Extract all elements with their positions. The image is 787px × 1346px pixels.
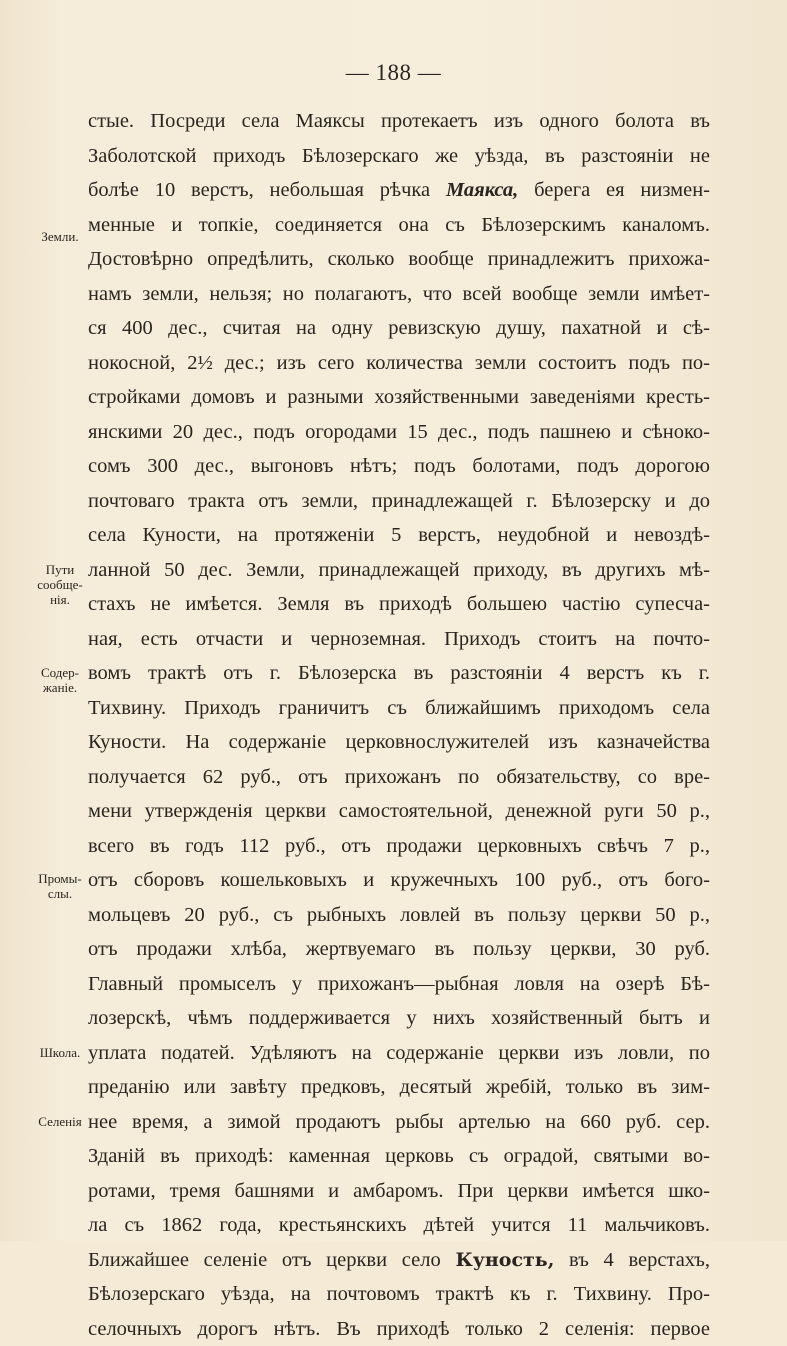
text-line: отъ сборовъ кошельковыхъ и кружечныхъ 100 руб., отъ бого-: [88, 863, 710, 898]
text-line: мени утвержденія церкви самостоятельной, денежной руги 50 р.,: [88, 794, 710, 829]
text-line: лозерскѣ, чѣмъ поддерживается у нихъ хозяйственный бытъ и: [88, 1001, 710, 1036]
text-line: всего въ годъ 112 руб., отъ продажи церковныхъ свѣчъ 7 р.,: [88, 829, 710, 864]
text-line: отъ продажи хлѣба, жертвуемаго въ пользу церкви, 30 руб.: [88, 932, 710, 967]
text-line: нокосной, 2½ дес.; изъ сего количества земли состоитъ подъ по-: [88, 346, 710, 381]
text-line: намъ земли, нельзя; но полагаютъ, что всей вообще земли имѣет-: [88, 277, 710, 312]
text-line: болѣе 10 верстъ, небольшая рѣчка Маякса, берега ея низмен-: [88, 173, 710, 208]
text-line: Главный промыселъ у прихожанъ—рыбная ловля на озерѣ Бѣ-: [88, 967, 710, 1002]
text-line: ся 400 дес., считая на одну ревизскую душу, пахатной и сѣ-: [88, 311, 710, 346]
body-text: [88, 104, 710, 1346]
text-line: ла съ 1862 года, крестьянскихъ дѣтей учится 11 мальчиковъ.: [88, 1208, 710, 1243]
text-line: селочныхъ дорогъ нѣтъ. Въ приходѣ только 2 селенія: первое: [88, 1312, 710, 1346]
text-line: ная, есть отчасти и черноземная. Приходъ стоитъ на почто-: [88, 622, 710, 657]
text-line: Ближайшее селеніе отъ церкви село Куность, въ 4 верстахъ,: [88, 1243, 710, 1278]
text-line: стройками домовъ и разными хозяйственными заведеніями кресть-: [88, 380, 710, 415]
text-line: уплата податей. Удѣляютъ на содержаніе церкви изъ ловли, по: [88, 1036, 710, 1071]
text-line: вомъ трактѣ отъ г. Бѣлозерска въ разстояніи 4 верстъ къ г.: [88, 656, 710, 691]
margin-note-shkola: Школа.: [30, 1045, 90, 1060]
text-line: Бѣлозерскаго уѣзда, на почтовомъ трактѣ къ г. Тихвину. Про-: [88, 1277, 710, 1312]
page-number: — 188 —: [0, 60, 787, 86]
margin-note-soderzhanie: Содер-жаніе.: [30, 665, 90, 695]
text-line: Зданій въ приходѣ: каменная церковь съ оградой, святыми во-: [88, 1139, 710, 1174]
text-line: сомъ 300 дес., выгоновъ нѣтъ; подъ болотами, подъ дорогою: [88, 449, 710, 484]
text-line: села Куности, на протяженіи 5 верстъ, неудобной и невоздѣ-: [88, 518, 710, 553]
margin-note-zemli: Земли.: [30, 229, 90, 244]
text-line: ланной 50 дес. Земли, принадлежащей приходу, въ другихъ мѣ-: [88, 553, 710, 588]
text-line: Куности. На содержаніе церковнослужителей изъ казначейства: [88, 725, 710, 760]
text-line: Достовѣрно опредѣлить, сколько вообще принадлежитъ прихожа-: [88, 242, 710, 277]
text-line: почтоваго тракта отъ земли, принадлежащей г. Бѣлозерску и до: [88, 484, 710, 519]
text-line: стые. Посреди села Маяксы протекаетъ изъ одного болота въ: [88, 104, 710, 139]
text-line: Заболотской приходъ Бѣлозерскаго же уѣзда, въ разстояніи не: [88, 139, 710, 174]
text-line: получается 62 руб., отъ прихожанъ по обязательству, со вре-: [88, 760, 710, 795]
text-line: стахъ не имѣется. Земля въ приходѣ большею частію супесча-: [88, 587, 710, 622]
margin-note-puti: Пути сообще-нія.: [30, 562, 90, 607]
text-line: янскими 20 дес., подъ огородами 15 дес., подъ пашнею и сѣноко-: [88, 415, 710, 450]
margin-note-promysly: Промы-слы.: [30, 871, 90, 901]
text-line: нее время, а зимой продаютъ рыбы артелью на 660 руб. сер.: [88, 1105, 710, 1140]
margin-note-seleniya: Селенія: [30, 1114, 90, 1129]
text-line: мольцевъ 20 руб., съ рыбныхъ ловлей въ пользу церкви 50 р.,: [88, 898, 710, 933]
text-line: преданію или завѣту предковъ, десятый жребій, только въ зим-: [88, 1070, 710, 1105]
text-line: Тихвину. Приходъ граничитъ съ ближайшимъ приходомъ села: [88, 691, 710, 726]
text-line: ротами, тремя башнями и амбаромъ. При церкви имѣется шко-: [88, 1174, 710, 1209]
text-line: менные и топкіе, соединяется она съ Бѣлозерскимъ каналомъ.: [88, 208, 710, 243]
